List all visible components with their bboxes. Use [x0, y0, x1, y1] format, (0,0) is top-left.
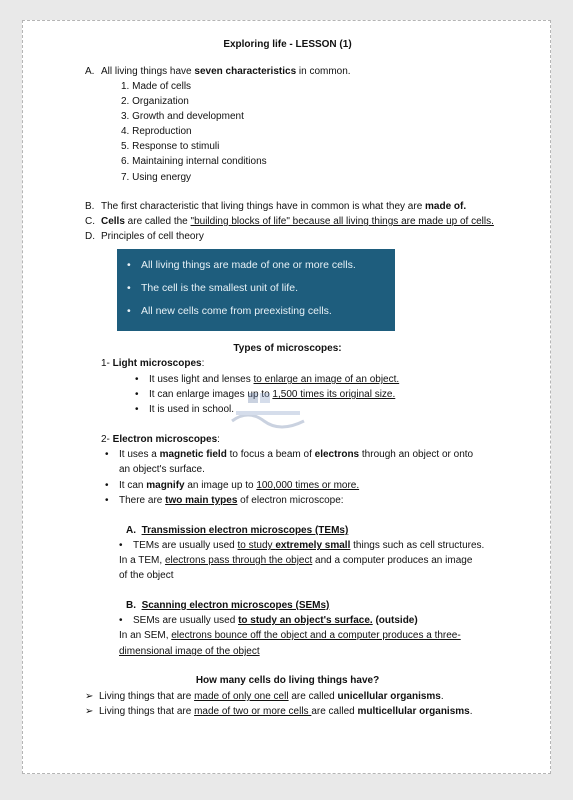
list-item: • It uses light and lenses to enlarge an image of an object. [135, 374, 400, 385]
bullet-icon: • [127, 305, 131, 317]
section-a-text: All living things have seven characteristics in common. [101, 66, 351, 77]
types-title: Types of microscopes: [233, 343, 342, 354]
list-item: 1. Made of cells [121, 81, 192, 92]
bullet-icon: • [127, 259, 131, 271]
sem-line: In an SEM, electrons bounce off the object and a computer produces a three- [119, 630, 461, 641]
list-item: 3. Growth and development [121, 111, 244, 122]
list-item: 4. Reproduction [121, 126, 192, 137]
tem-line: In a TEM, electrons pass through the object and a computer produces an image [119, 555, 473, 566]
cell-theory-box [117, 249, 395, 331]
list-item: • There are two main types of electron microscope: [105, 495, 344, 506]
tem-line: of the object [119, 570, 174, 581]
list-item: ➢ Living things that are made of only one cell are called unicellular organisms. [85, 691, 444, 702]
list-item: • It uses a magnetic field to focus a beam of electrons through an object or onto [105, 449, 474, 460]
bullet-icon: • [119, 540, 123, 551]
list-item: ➢ Living things that are made of two or more cells are called multicellular organisms. [85, 706, 473, 717]
sem-line: dimensional image of the object [119, 646, 260, 657]
bullet-icon: • [135, 374, 139, 385]
list-item: 2. Organization [121, 96, 189, 107]
theory-point: • All new cells come from preexisting cells. [127, 305, 332, 317]
list-item: 6. Maintaining internal conditions [121, 156, 267, 167]
bullet-icon: • [135, 404, 139, 415]
watermark-logo [228, 393, 308, 429]
theory-point: • The cell is the smallest unit of life. [127, 282, 298, 294]
list-item: • SEMs are usually used to study an object's surface. (outside) [119, 615, 418, 626]
arrow-bullet-icon: ➢ [85, 691, 94, 702]
arrow-bullet-icon: ➢ [85, 706, 94, 717]
tem-heading: A. Transmission electron microscopes (TEMs) [126, 525, 349, 536]
list-item: 5. Response to stimuli [121, 141, 220, 152]
bullet-icon: • [135, 389, 139, 400]
document-page [22, 20, 551, 774]
electron-heading: 2- Electron microscopes: [101, 434, 220, 445]
bullet-icon: • [105, 480, 109, 491]
section-c-marker: C. [85, 216, 95, 227]
list-item-continuation: an object's surface. [119, 464, 205, 475]
bullet-icon: • [105, 495, 109, 506]
section-b-text: The first characteristic that living things have in common is what they are made of. [101, 201, 467, 212]
light-heading: 1- Light microscopes: [101, 358, 205, 369]
sem-heading: B. Scanning electron microscopes (SEMs) [126, 600, 330, 611]
bullet-icon: • [127, 282, 131, 294]
cells-title: How many cells do living things have? [195, 675, 380, 686]
section-a-marker: A. [85, 66, 95, 77]
section-d-marker: D. [85, 231, 95, 242]
list-item: • It can enlarge images up to 1,500 times its original size. [135, 389, 396, 400]
page-title: Exploring life - LESSON (1) [223, 39, 352, 50]
list-item: 7. Using energy [121, 172, 192, 183]
section-b-marker: B. [85, 201, 95, 212]
theory-point: • All living things are made of one or more cells. [127, 259, 356, 271]
list-item: • TEMs are usually used to study extremely small things such as cell structures. [119, 540, 485, 551]
section-d-text: Principles of cell theory [101, 231, 204, 242]
list-item: • It can magnify an image up to 100,000 times or more. [105, 480, 360, 491]
bullet-icon: • [105, 449, 109, 460]
section-c-text: Cells are called the "building blocks of life" because all living things are made up of cells. [101, 216, 494, 227]
bullet-icon: • [119, 615, 123, 626]
list-item: • It is used in school. [135, 404, 235, 415]
